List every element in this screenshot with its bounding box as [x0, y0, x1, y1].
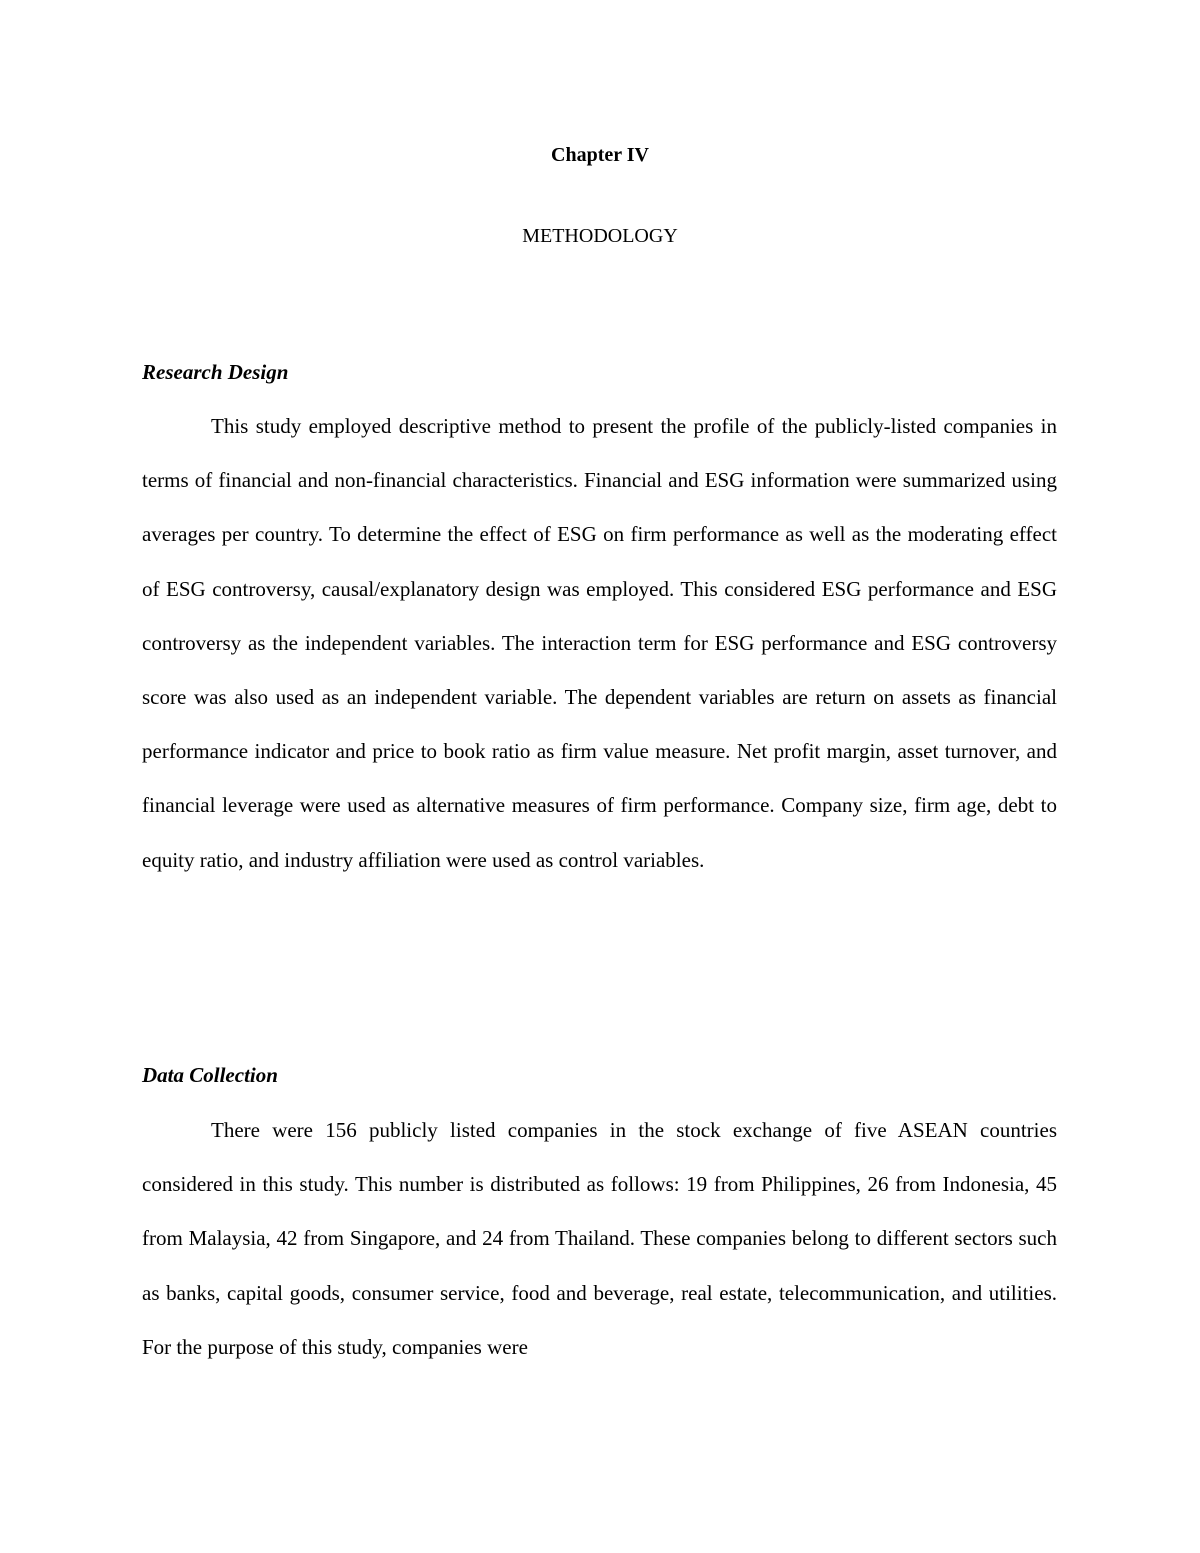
chapter-label: Chapter IV	[551, 144, 649, 166]
section-heading-research-design: Research Design	[142, 360, 289, 384]
paragraph-research-design: This study employed descriptive method to present the profile of the publicly-listed companies in terms of financial and non-financial characteristics. Financial and ESG information were summarized using averages per country. To determine the effect of ESG on firm performance as well as the moderating effect of ESG controversy, causal/explanatory design was employed. This considered ESG performance and ESG controversy as the independent variables. The interaction term for ESG performance and ESG controversy score was also used as an independent variable. The dependent variables are return on assets as financial performance indicator and price to book ratio as firm value measure. Net profit margin, asset turnover, and financial leverage were used as alternative measures of firm performance. Company size, firm age, debt to equity ratio, and industry affiliation were used as control variables.	[142, 414, 1057, 872]
paragraph-data-collection: There were 156 publicly listed companies in the stock exchange of five ASEAN countries considered in this study. This number is distributed as follows: 19 from Philippines, 26 from Indonesia, 45 from Malaysia, 42 from Singapore, and 24 from Thailand. These companies belong to different sectors such as banks, capital goods, consumer service, food and beverage, real estate, telecommunication, and utilities. For the purpose of this study, companies were	[142, 1118, 1057, 1359]
chapter-title: METHODOLOGY	[522, 225, 678, 247]
section-heading-data-collection: Data Collection	[142, 1063, 278, 1087]
